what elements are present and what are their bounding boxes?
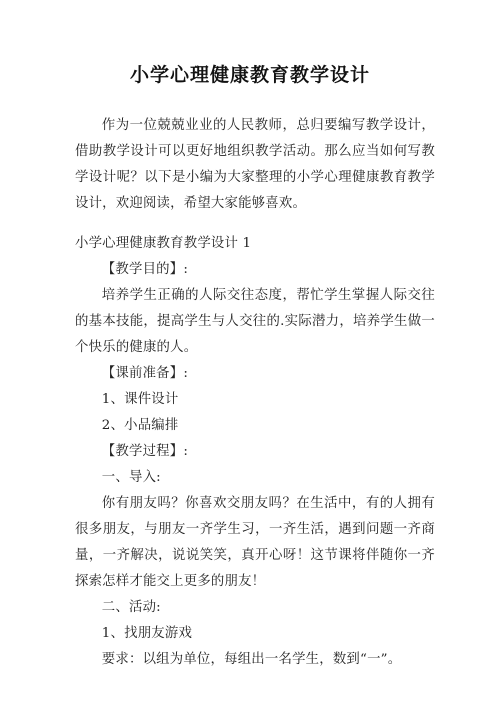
objective-paragraph: 培养学生正确的人际交往态度，帮忙学生掌握人际交往的基本技能，提高学生与人交往的.实际潜力，培养学生做一个快乐的健康的人。: [75, 288, 435, 355]
step-heading: 二、活动:: [101, 600, 161, 615]
step-heading: 一、导入:: [101, 470, 161, 485]
preparation-heading: 【课前准备】:: [101, 366, 189, 381]
preparation-item: 2、小品编排: [101, 418, 179, 433]
document-body: [75, 113, 435, 673]
objective-heading: 【教学目的】:: [101, 262, 189, 277]
process-heading: 【教学过程】:: [101, 444, 189, 459]
intro-step-paragraph: 你有朋友吗？你喜欢交朋友吗？在生活中，有的人拥有很多朋友，与朋友一齐学生习，一齐生活，遇到问题一齐商量，一齐解决，说说笑笑，真开心呀！这节课将伴随你一齐探索怎样才能交上更多的朋友！: [75, 496, 435, 589]
section-title: 小学心理健康教育教学设计 1: [75, 236, 252, 251]
requirement-paragraph: 要求：以组为单位，每组出一名学生，数到“一”。: [101, 652, 402, 667]
preparation-item: 1、课件设计: [101, 392, 179, 407]
document-title: 小学心理健康教育教学设计: [129, 64, 370, 86]
activity-item: 1、找朋友游戏: [101, 626, 193, 641]
intro-paragraph: 作为一位兢兢业业的人民教师，总归要编写教学设计，借助教学设计可以更好地组织教学活动。那么应当如何写教学设计呢？以下是小编为大家整理的小学心理健康教育教学设计，欢迎阅读，希望大家能够喜欢。: [75, 118, 435, 211]
